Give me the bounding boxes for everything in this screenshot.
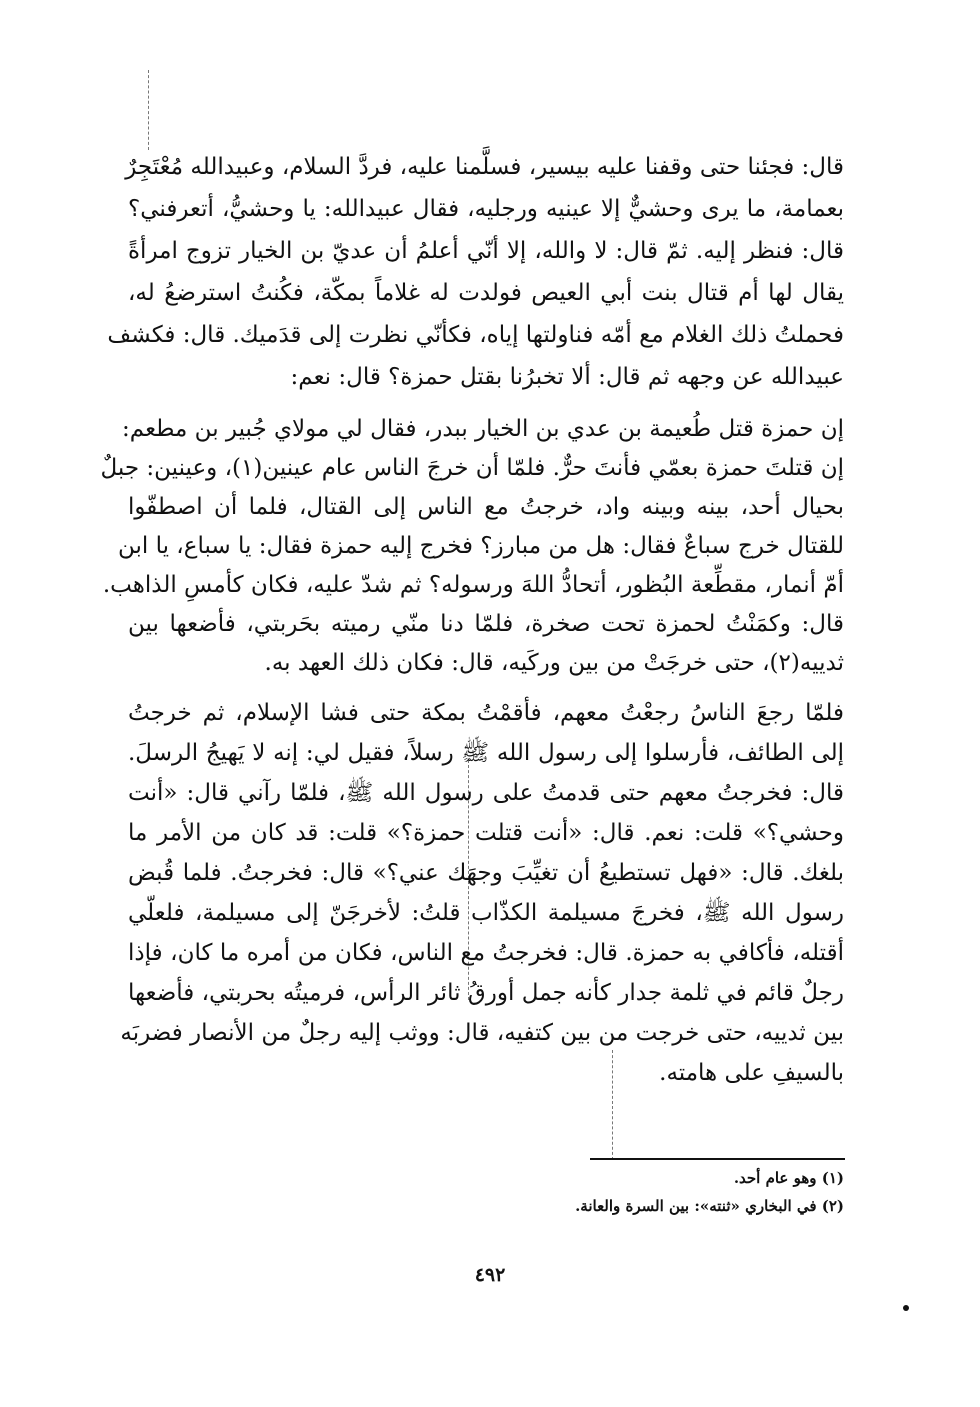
text-line: فلمّا رجعَ الناسُ رجعْتُ معهم، فأقمْتُ بمكة حتى فشا الإسلام، ثم خرجتُ [128,700,844,726]
scan-dot [903,1305,909,1311]
text-line: إلى الطائف، فأرسلوا إلى رسول الله ﷺ رسلاً، فقيل لي: إنه لا يَهيجُ الرسلَ. [128,740,844,766]
text-line: رجلٌ قائم في ثلمة جدار كأنه جمل أورقُ ثائر الرأس، فرميتُه بحربتي، فأضعها [128,980,844,1006]
text-line: رسول الله ﷺ، فخرجَ مسيلمة الكذّاب قلتُ: لأخرجَنّ إلى مسيلمة، فلعلّي [128,900,844,926]
text-line: بعمامة، ما يرى وحشيٌّ إلا عينيه ورجليه، فقال عبيدالله: يا وحشيُّ، أتعرفني؟ [128,196,844,222]
text-line: قال: وكمَنْتُ لحمزة تحت صخرة، فلمّا دنا منّي رميته بحَربتي، فأضعها بين [128,611,844,637]
text-line: قال: فنظر إليه. ثمّ قال: لا والله، إلا أنّي أعلمُ أن عديّ بن الخيار تزوج امرأةً [128,238,844,264]
text-line: وحشي؟» قلت: نعم. قال: «أنت قتلت حمزة؟» قلت: قد كان من الأمر ما [128,820,844,846]
text-line: فحملتُ ذلك الغلام مع أمّه فناولتها إياه، فكأنّي نظرت إلى قدَميك. قال: فكشف [107,322,844,348]
text-line: إن قتلتَ حمزة بعمّي فأنتَ حرٌّ. فلمّا أن خرجَ الناس عام عينين(١)، وعينين: جبلٌ [100,455,844,481]
text-line: إن حمزة قتل طُعيمة بن عدي بن الخيار ببدر، فقال لي مولاي جُبير بن مطعم: [122,416,844,442]
page-number: ٤٩٢ [474,1264,506,1286]
text-line: ثدييه(٢)، حتى خرجَتْ من بين وركَيه، قال: فكان ذلك العهد به. [264,650,844,676]
scan-artifact-line [148,70,149,150]
text-line: للقتال خرج سباعٌ فقال: هل من مبارز؟ فخرج إليه حمزة فقال: يا سباع، يا ابن [117,533,844,559]
text-line: بين ثدييه، حتى خرجت من بين كتفيه، قال: ووثب إليه رجلٌ من الأنصار فضربَه [120,1020,844,1046]
text-line: عبيدالله عن وجهه ثم قال: ألا تخبرُنا بقتل حمزة؟ قال: نعم: [290,364,844,390]
footnote: (١) وهو عام أحد. [733,1169,844,1187]
text-line: قال: فخرجتُ معهم حتى قدمتُ على رسول الله ﷺ، فلمّا رآني قال: «أنت [128,780,844,806]
text-line: بالسيفِ على هامته. [659,1060,844,1086]
text-line: أقتله، فأكافي به حمزة. قال: فخرجتُ مع الناس، فكان من أمره ما كان، فإذا [128,940,844,966]
text-line: قال: فجئنا حتى وقفنا عليه بيسير، فسلَّمنا عليه، فردَّ السلام، وعبيدالله مُعْتَجِرٌ [125,154,844,180]
text-line: أمّ أنمار، مقطِّعة البُظور، أتحادُّ اللهَ ورسوله؟ ثم شدّ عليه، فكان كأمسِ الذاهب. [102,572,844,598]
text-line: يقال لها أم قتال بنت أبي العيص فولدت له غلاماً بمكّة، فكُنتُ استرضعُ له، [128,280,844,306]
footnote: (٢) في البخاري «ثنته»: بين السرة والعانة. [575,1197,844,1215]
footnote-separator [590,1158,845,1160]
text-line: بلغك. قال: «فهل تستطيعُ أن تغيِّبَ وجهَك عني؟» قال: فخرجتُ. فلما قُبض [128,860,844,886]
text-line: بحيال أحد، بينه وبينه واد، خرجتُ مع الناس إلى القتال، فلما أن اصطفّوا [128,494,844,520]
